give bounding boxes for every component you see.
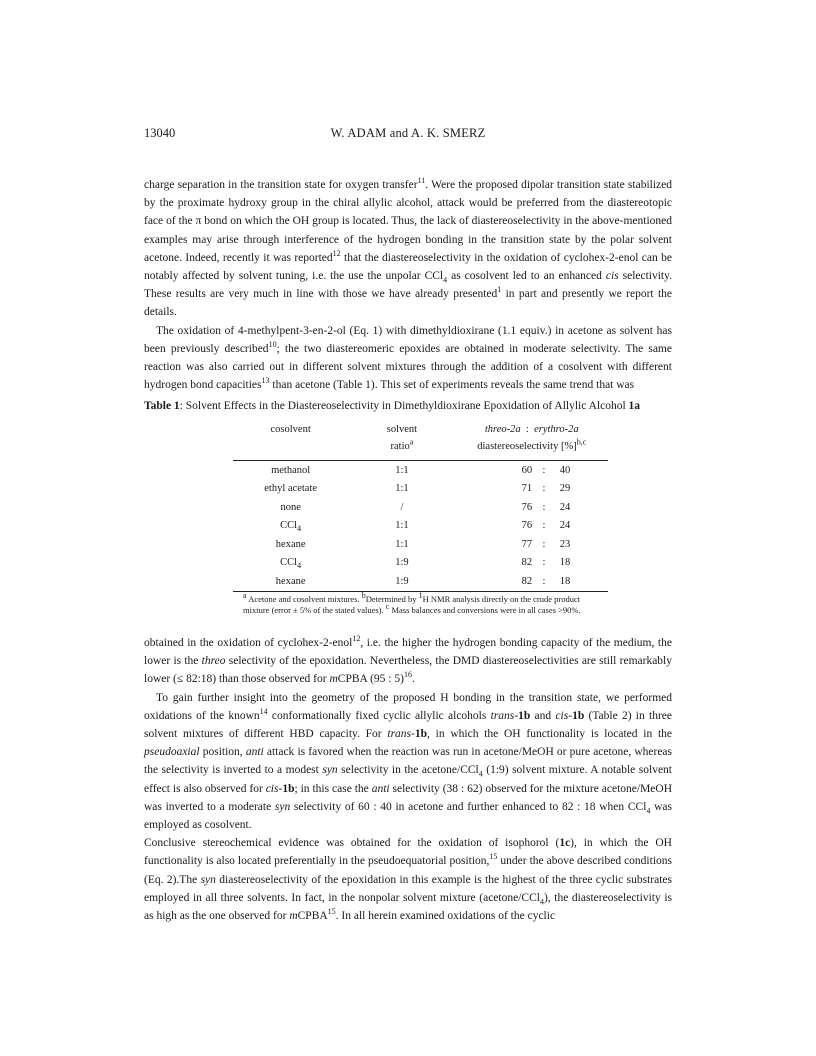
- paragraph: The oxidation of 4-methylpent-3-en-2-ol (Eq. 1) with dimethyldioxirane (1.1 equiv.) in acetone as solvent has been previously described$^{10}$; the two diastereomeric epoxides are obtained in moderate selectivity. The same reaction was also carried out in different solvent mixtures through the addition of a cosolvent with different hydrogen bond capacities$^{13}$ than acetone (Table 1). This set of experiments reveals the same trend that was: [144, 324, 672, 392]
- running-head: W. ADAM and A. K. SMERZ: [330, 126, 486, 140]
- header-diastereoselectivity: diastereoselectivity [%]$^{b,c}$: [456, 441, 608, 461]
- table-caption: Table 1: Solvent Effects in the Diastereoselectivity in Dimethyldioxirane Epoxidation of Allylic Alcohol 1a: [144, 400, 641, 412]
- header-isomers: threo-2a : erythro-2a: [484, 424, 579, 435]
- paragraph: Conclusive stereochemical evidence was obtained for the oxidation of isophorol (1c), in which the OH functionality is also located preferentially in the pseudoequatorial position,$^{15}$ under the above described conditions (Eq. 2).The syn diastereoselectivity of the epoxidation in this example is the highest of the three cyclic substrates employed in all three solvents. In fact, in the nonpolar solvent mixture (acetone/CCl$_4$), the diastereoselectivity is as high as the one observed for mCPBA$^{15}$. In all herein examined oxidations of the cyclic: [144, 837, 672, 923]
- table-footnote: $^a$ Acetone and cosolvent mixtures. $^b$Determined by $^1$H NMR analysis directly on the crude product mixture (error ± 5% of the stated values). $^c$ Mass balances and conversions were in all cases >90%.: [243, 590, 581, 615]
- table-row: hexane 1:1 77 : 23: [275, 538, 571, 550]
- table-row: CCl$_4$ 1:1 76 : 24: [280, 520, 571, 534]
- table-row: none / 76 : 24: [280, 501, 571, 513]
- body-text-bottom: [144, 634, 672, 925]
- paragraph: charge separation in the transition state for oxygen transfer$^{11}$. Were the proposed dipolar transition state stabilized by the proximate hydroxy group in the chiral allylic alcohol, attack would be preferred from the diastereotopic face of the π bond on which the OH group is located. Thus, the lack of diastereoselectivity in the above-mentioned examples may arise through interference of the hydrogen bonding in the transition state by the polar solvent acetone. Indeed, recently it was reported$^{12}$ that the diastereoselectivity in the oxidation of cyclohex-2-enol can be notably affected by solvent tuning, i.e. the use the unpolar CCl$_4$ as cosolvent led to an enhanced cis selectivity. These results are very much in line with those we have already presented$^1$ in part and presently we report the details.: [144, 176, 673, 319]
- paragraph: To gain further insight into the geometry of the proposed H bonding in the transition state, we performed oxidations of the known$^{14}$ conformationally fixed cyclic allylic alcohols trans-1b and cis-1b (Table 2) in three solvent mixtures of different HBD capacity. For trans-1b, in which the OH functionality is located in the pseudoaxial position, anti attack is favored when the reaction was run in acetone/MeOH or pure acetone, whereas the selectivity is inverted to a modest syn selectivity in the acetone/CCl$_4$ (1:9) solvent mixture. A notable solvent effect is also observed for cis-1b; in this case the anti selectivity (38 : 62) observed for the mixture acetone/MeOH was inverted to a moderate syn selectivity of 60 : 40 in acetone and further enhanced to 82 : 18 when CCl$_4$ was employed as cosolvent.: [144, 691, 673, 832]
- paragraph: obtained in the oxidation of cyclohex-2-enol$^{12}$, i.e. the higher the hydrogen bonding capacity of the medium, the lower is the threo selectivity of the epoxidation. Nevertheless, the DMD diastereoselectivities are still remarkably lower (≤ 82:18) than those observed for mCPBA (95 : 5)$^{16}$.: [144, 634, 672, 686]
- table-1: [233, 424, 608, 616]
- table-row: hexane 1:9 82 : 18: [233, 572, 608, 591]
- header-solvent: solvent: [386, 424, 418, 435]
- body-text-top: [144, 176, 672, 394]
- table-row: ethyl acetate 1:1 71 : 29: [264, 483, 571, 495]
- header-ratio: ratio$^a$: [348, 441, 455, 461]
- header-cosolvent: cosolvent: [270, 424, 311, 435]
- table-row: methanol 1:1 60 : 40: [271, 464, 571, 476]
- table-row: CCl$_4$ 1:9 82 : 18: [280, 557, 571, 571]
- page-number: 13040: [144, 126, 176, 140]
